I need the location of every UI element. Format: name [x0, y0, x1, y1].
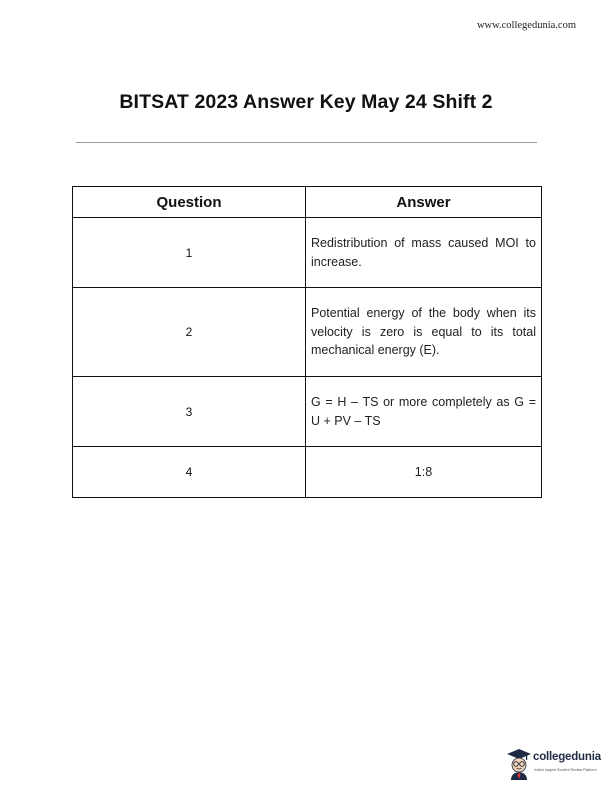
table-row [73, 447, 542, 498]
brand-logo [506, 748, 612, 782]
table-row [73, 218, 542, 288]
answer-text: 1:8 [306, 447, 542, 498]
brand-tagline: India's largest Student Review Platform [534, 768, 597, 772]
brand-name: collegedunia [533, 751, 601, 763]
answer-text: Redistribution of mass caused MOI to increase. [306, 218, 542, 288]
table-row [73, 288, 542, 377]
answer-text: G = H – TS or more completely as G = U + PV – TS [306, 377, 542, 447]
answer-text: Potential energy of the body when its velocity is zero is equal to its total mechanical energy (E). [306, 288, 542, 377]
title-divider [76, 142, 537, 143]
table-header-row [73, 187, 542, 218]
column-header-answer: Answer [306, 187, 542, 218]
student-mascot-icon [506, 748, 532, 780]
column-header-question: Question [73, 187, 306, 218]
page-title: BITSAT 2023 Answer Key May 24 Shift 2 [119, 91, 493, 113]
site-url: www.collegedunia.com [476, 20, 576, 31]
question-number: 1 [73, 218, 306, 288]
question-number: 2 [73, 288, 306, 377]
question-number: 4 [73, 447, 306, 498]
question-number: 3 [73, 377, 306, 447]
table-row [73, 377, 542, 447]
answer-key-table [72, 186, 542, 498]
